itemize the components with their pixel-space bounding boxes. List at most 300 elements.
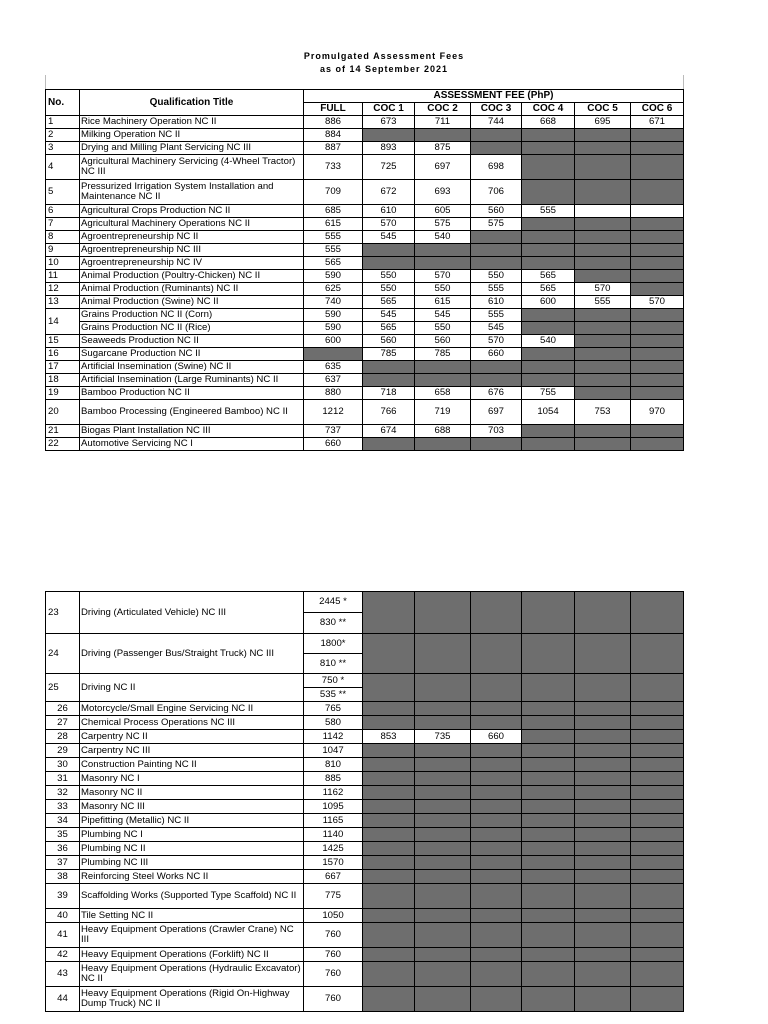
fee-cell: 1425 [304, 842, 363, 856]
fee-cell: 540 [522, 335, 575, 348]
column-header-no: No. [46, 90, 80, 116]
fee-cell: 735 [415, 730, 471, 744]
qualification-title: Masonry NC I [80, 772, 304, 786]
fee-cell-empty [471, 786, 522, 800]
fee-cell: 550 [363, 283, 415, 296]
fee-cell: 698 [471, 155, 522, 180]
table-row [46, 218, 684, 231]
fee-cell-empty [363, 361, 415, 374]
table-row [46, 257, 684, 270]
fee-cell-empty [631, 884, 684, 909]
fee-cell-empty [471, 674, 522, 702]
fee-cell: 853 [363, 730, 415, 744]
fee-cell-empty [522, 244, 575, 257]
fee-cell-empty [415, 909, 471, 923]
fee-cell-empty [631, 270, 684, 283]
fee-cell-empty [631, 218, 684, 231]
fee-cell-empty [575, 674, 631, 702]
column-header-full: FULL [304, 103, 363, 116]
fee-cell: 2445 * [304, 592, 363, 613]
fee-cell-empty [415, 870, 471, 884]
table-row [46, 987, 684, 1012]
fee-cell-empty [631, 309, 684, 322]
fee-cell-empty [363, 592, 415, 634]
fee-cell: 775 [304, 884, 363, 909]
fee-cell-empty [363, 702, 415, 716]
row-number: 7 [46, 218, 80, 231]
fee-cell-empty [471, 870, 522, 884]
fee-cell-empty [522, 322, 575, 335]
table-row [46, 283, 684, 296]
fee-cell-empty [631, 142, 684, 155]
fee-cell-empty [522, 142, 575, 155]
row-number: 20 [46, 400, 80, 425]
fee-cell-empty [363, 948, 415, 962]
fee-cell-empty [575, 923, 631, 948]
fee-cell-empty [471, 758, 522, 772]
fee-cell: 760 [304, 962, 363, 987]
row-number: 39 [46, 884, 80, 909]
column-header-assessment-fee: ASSESSMENT FEE (PhP) [304, 90, 684, 103]
fee-cell-empty [522, 374, 575, 387]
fee-cell-empty [631, 786, 684, 800]
fee-cell: 875 [415, 142, 471, 155]
row-number: 22 [46, 438, 80, 451]
row-number: 10 [46, 257, 80, 270]
fee-cell-empty [522, 962, 575, 987]
fee-cell-empty [363, 870, 415, 884]
table-row [46, 962, 684, 987]
fee-cell-empty [471, 592, 522, 634]
row-number: 32 [46, 786, 80, 800]
fee-cell: 671 [631, 116, 684, 129]
row-number: 38 [46, 870, 80, 884]
row-number: 44 [46, 987, 80, 1012]
qualification-title: Agroentrepreneurship NC II [80, 231, 304, 244]
fee-cell-empty [631, 987, 684, 1012]
fee-cell: 560 [415, 335, 471, 348]
qualification-title: Rice Machinery Operation NC II [80, 116, 304, 129]
fee-cell: 886 [304, 116, 363, 129]
document-title: Promulgated Assessment Fees [303, 51, 465, 61]
table-row [46, 296, 684, 309]
fee-cell-empty [522, 438, 575, 451]
fee-cell: 733 [304, 155, 363, 180]
fee-cell-empty [415, 374, 471, 387]
fee-cell: 660 [304, 438, 363, 451]
fee-cell: 570 [415, 270, 471, 283]
row-number: 40 [46, 909, 80, 923]
fee-cell: 674 [363, 425, 415, 438]
column-header-coc5: COC 5 [575, 103, 631, 116]
fee-cell: 635 [304, 361, 363, 374]
row-number: 28 [46, 730, 80, 744]
fee-cell-empty [471, 842, 522, 856]
fee-cell-empty [471, 800, 522, 814]
qualification-title: Agricultural Machinery Operations NC II [80, 218, 304, 231]
fee-cell-empty [363, 786, 415, 800]
fee-cell-empty [575, 244, 631, 257]
fee-cell-empty [575, 744, 631, 758]
fee-cell-empty [363, 884, 415, 909]
fee-cell-empty [522, 814, 575, 828]
fee-cell: 555 [304, 244, 363, 257]
fee-cell-empty [363, 814, 415, 828]
fee-cell-empty [415, 772, 471, 786]
row-number: 24 [46, 634, 80, 674]
table-row [46, 702, 684, 716]
fee-cell-empty [575, 129, 631, 142]
fee-cell: 605 [415, 205, 471, 218]
fee-cell-empty [415, 361, 471, 374]
fee-cell: 570 [363, 218, 415, 231]
fee-cell: 1570 [304, 856, 363, 870]
fee-cell-empty [415, 842, 471, 856]
fee-cell: 673 [363, 116, 415, 129]
fee-cell-empty [575, 716, 631, 730]
fee-cell: 600 [522, 296, 575, 309]
fee-cell-empty [631, 758, 684, 772]
fee-cell-empty [415, 987, 471, 1012]
fee-cell-empty [575, 387, 631, 400]
table-row [46, 129, 684, 142]
qualification-title: Agricultural Machinery Servicing (4-Wheel Tractor) NC III [80, 155, 304, 180]
fee-cell-empty [522, 634, 575, 674]
row-number: 17 [46, 361, 80, 374]
fee-cell: 765 [304, 702, 363, 716]
fee-cell: 660 [471, 348, 522, 361]
fee-cell-empty [471, 772, 522, 786]
fee-cell-empty [363, 856, 415, 870]
fee-cell: 740 [304, 296, 363, 309]
fee-cell-empty [415, 744, 471, 758]
fee-cell-empty [575, 348, 631, 361]
table-top-edge [683, 75, 684, 89]
fee-cell-empty [522, 309, 575, 322]
row-number: 30 [46, 758, 80, 772]
row-number: 35 [46, 828, 80, 842]
fee-cell-empty [631, 257, 684, 270]
fee-cell-empty [522, 592, 575, 634]
fee-cell-empty [631, 702, 684, 716]
qualification-title: Masonry NC II [80, 786, 304, 800]
document-subtitle: as of 14 September 2021 [319, 64, 449, 74]
fee-cell-empty [471, 257, 522, 270]
fee-cell-empty [363, 244, 415, 257]
fee-cell-empty [522, 348, 575, 361]
row-number: 37 [46, 856, 80, 870]
fee-cell-empty [415, 800, 471, 814]
table-row [46, 814, 684, 828]
fee-cell-empty [575, 309, 631, 322]
assessment-fee-table-2 [45, 591, 684, 1012]
fee-cell-empty [522, 772, 575, 786]
fee-cell-empty [631, 244, 684, 257]
fee-cell: 550 [471, 270, 522, 283]
table-row [46, 244, 684, 257]
fee-cell-empty [471, 438, 522, 451]
fee-cell-empty [415, 828, 471, 842]
row-number: 16 [46, 348, 80, 361]
qualification-title: Reinforcing Steel Works NC II [80, 870, 304, 884]
fee-cell: 590 [304, 322, 363, 335]
fee-cell: 1050 [304, 909, 363, 923]
table-row [46, 842, 684, 856]
fee-cell-empty [471, 948, 522, 962]
fee-cell: 1800* [304, 634, 363, 654]
fee-cell-empty [471, 962, 522, 987]
fee-cell-empty [471, 129, 522, 142]
row-number: 43 [46, 962, 80, 987]
fee-cell-empty [415, 438, 471, 451]
fee-cell: 893 [363, 142, 415, 155]
fee-cell-empty [575, 814, 631, 828]
qualification-title: Animal Production (Ruminants) NC II [80, 283, 304, 296]
row-number: 42 [46, 948, 80, 962]
row-number: 11 [46, 270, 80, 283]
fee-cell: 676 [471, 387, 522, 400]
fee-cell: 575 [471, 218, 522, 231]
fee-cell: 880 [304, 387, 363, 400]
fee-cell: 685 [304, 205, 363, 218]
row-number: 19 [46, 387, 80, 400]
fee-cell-empty [471, 142, 522, 155]
row-number: 2 [46, 129, 80, 142]
fee-cell-empty [575, 987, 631, 1012]
fee-cell: 590 [304, 270, 363, 283]
qualification-title: Agroentrepreneurship NC IV [80, 257, 304, 270]
fee-cell-empty [522, 702, 575, 716]
fee-cell: 545 [471, 322, 522, 335]
fee-cell-empty [631, 374, 684, 387]
fee-cell-empty [522, 870, 575, 884]
fee-cell-empty [415, 634, 471, 674]
fee-cell: 766 [363, 400, 415, 425]
fee-cell-empty [415, 129, 471, 142]
fee-cell-empty [471, 744, 522, 758]
qualification-title: Carpentry NC II [80, 730, 304, 744]
fee-cell-empty [575, 909, 631, 923]
fee-cell-empty [415, 786, 471, 800]
fee-cell: 545 [415, 309, 471, 322]
table-row [46, 205, 684, 218]
fee-cell-empty [522, 218, 575, 231]
table-row [46, 387, 684, 400]
qualification-title: Artificial Insemination (Large Ruminants) NC II [80, 374, 304, 387]
fee-cell: 830 ** [304, 613, 363, 634]
table-row [46, 856, 684, 870]
qualification-title: Agroentrepreneurship NC III [80, 244, 304, 257]
fee-cell-empty [631, 180, 684, 205]
fee-cell: 570 [575, 283, 631, 296]
row-number: 25 [46, 674, 80, 702]
qualification-title: Seaweeds Production NC II [80, 335, 304, 348]
fee-cell-empty [522, 923, 575, 948]
fee-cell: 693 [415, 180, 471, 205]
fee-cell-empty [575, 592, 631, 634]
fee-cell: 565 [363, 322, 415, 335]
fee-cell-empty [522, 730, 575, 744]
fee-cell-empty [363, 923, 415, 948]
fee-cell-empty [415, 923, 471, 948]
fee-cell-empty [575, 361, 631, 374]
qualification-title: Masonry NC III [80, 800, 304, 814]
fee-cell: 785 [415, 348, 471, 361]
fee-cell-empty [631, 828, 684, 842]
column-header-coc3: COC 3 [471, 103, 522, 116]
fee-cell: 718 [363, 387, 415, 400]
fee-cell: 565 [522, 270, 575, 283]
fee-cell-empty [575, 828, 631, 842]
fee-cell-empty [471, 231, 522, 244]
table-row [46, 400, 684, 425]
fee-cell-empty [631, 962, 684, 987]
table-row [46, 116, 684, 129]
table-row [46, 231, 684, 244]
fee-cell-empty [631, 814, 684, 828]
fee-cell-empty [631, 744, 684, 758]
fee-cell-empty [363, 772, 415, 786]
fee-cell-empty [575, 218, 631, 231]
fee-cell: 540 [415, 231, 471, 244]
fee-cell: 810 [304, 758, 363, 772]
row-number: 21 [46, 425, 80, 438]
fee-cell-empty [522, 180, 575, 205]
table-row [46, 716, 684, 730]
table-row [46, 180, 684, 205]
table-row [46, 772, 684, 786]
fee-cell-empty [363, 962, 415, 987]
fee-cell-empty [522, 425, 575, 438]
fee-cell-empty [522, 948, 575, 962]
row-number: 23 [46, 592, 80, 634]
fee-cell: 744 [471, 116, 522, 129]
fee-cell-empty [631, 856, 684, 870]
fee-cell-empty [631, 231, 684, 244]
fee-cell-empty [575, 231, 631, 244]
row-number: 5 [46, 180, 80, 205]
fee-cell: 615 [415, 296, 471, 309]
fee-cell-empty [631, 425, 684, 438]
row-number: 29 [46, 744, 80, 758]
fee-cell-empty [471, 634, 522, 674]
fee-cell: 565 [304, 257, 363, 270]
row-number: 14 [46, 309, 80, 335]
fee-cell: 1165 [304, 814, 363, 828]
fee-cell: 555 [522, 205, 575, 218]
fee-cell-empty [575, 257, 631, 270]
qualification-title: Driving (Passenger Bus/Straight Truck) NC III [80, 634, 304, 674]
fee-cell-empty [363, 716, 415, 730]
fee-cell: 760 [304, 948, 363, 962]
fee-cell-empty [575, 438, 631, 451]
row-number: 1 [46, 116, 80, 129]
fee-cell-empty [363, 909, 415, 923]
fee-cell-empty [363, 842, 415, 856]
table-row [46, 155, 684, 180]
qualification-title: Sugarcane Production NC II [80, 348, 304, 361]
fee-cell-empty [471, 361, 522, 374]
fee-cell: 610 [471, 296, 522, 309]
qualification-title: Plumbing NC I [80, 828, 304, 842]
fee-cell: 672 [363, 180, 415, 205]
fee-cell-empty [522, 744, 575, 758]
fee-cell-empty [575, 758, 631, 772]
column-header-coc1: COC 1 [363, 103, 415, 116]
table-row [46, 335, 684, 348]
fee-cell-empty [363, 374, 415, 387]
fee-cell-empty [363, 438, 415, 451]
fee-cell-empty [415, 592, 471, 634]
fee-cell-empty [522, 786, 575, 800]
fee-cell-empty [522, 856, 575, 870]
fee-cell-empty [471, 244, 522, 257]
fee-cell-empty [471, 856, 522, 870]
qualification-title: Agricultural Crops Production NC II [80, 205, 304, 218]
table-row [46, 361, 684, 374]
qualification-title: Heavy Equipment Operations (Hydraulic Excavator) NC II [80, 962, 304, 987]
fee-cell: 550 [415, 322, 471, 335]
fee-cell-empty [522, 155, 575, 180]
row-number: 34 [46, 814, 80, 828]
fee-cell: 697 [415, 155, 471, 180]
fee-cell-empty [631, 155, 684, 180]
table-row [46, 758, 684, 772]
fee-cell-empty [471, 702, 522, 716]
fee-cell-empty [575, 772, 631, 786]
qualification-title: Artificial Insemination (Swine) NC II [80, 361, 304, 374]
fee-cell: 658 [415, 387, 471, 400]
fee-cell: 1142 [304, 730, 363, 744]
fee-cell: 615 [304, 218, 363, 231]
qualification-title: Animal Production (Swine) NC II [80, 296, 304, 309]
fee-cell: 560 [471, 205, 522, 218]
fee-cell: 785 [363, 348, 415, 361]
fee-cell-empty [575, 786, 631, 800]
table-row [46, 800, 684, 814]
fee-cell-empty [522, 987, 575, 1012]
qualification-title: Tile Setting NC II [80, 909, 304, 923]
fee-cell: 725 [363, 155, 415, 180]
qualification-title: Grains Production NC II (Rice) [80, 322, 304, 335]
fee-cell: 590 [304, 309, 363, 322]
fee-cell-empty [415, 716, 471, 730]
fee-cell-empty [471, 909, 522, 923]
fee-cell: 697 [471, 400, 522, 425]
table-row [46, 744, 684, 758]
fee-cell [575, 205, 631, 218]
fee-cell-empty [631, 348, 684, 361]
fee-cell-empty [575, 155, 631, 180]
table-row [46, 348, 684, 361]
table-row [46, 142, 684, 155]
qualification-title: Carpentry NC III [80, 744, 304, 758]
fee-cell-empty [575, 270, 631, 283]
column-header-qualification: Qualification Title [80, 90, 304, 116]
fee-cell-empty [631, 842, 684, 856]
qualification-title: Automotive Servicing NC I [80, 438, 304, 451]
fee-cell-empty [575, 322, 631, 335]
table-row [46, 730, 684, 744]
fee-cell-empty [575, 800, 631, 814]
fee-cell: 1047 [304, 744, 363, 758]
table-row [46, 425, 684, 438]
fee-cell: 625 [304, 283, 363, 296]
fee-cell: 706 [471, 180, 522, 205]
fee-cell: 1095 [304, 800, 363, 814]
row-number: 13 [46, 296, 80, 309]
fee-cell-empty [522, 231, 575, 244]
